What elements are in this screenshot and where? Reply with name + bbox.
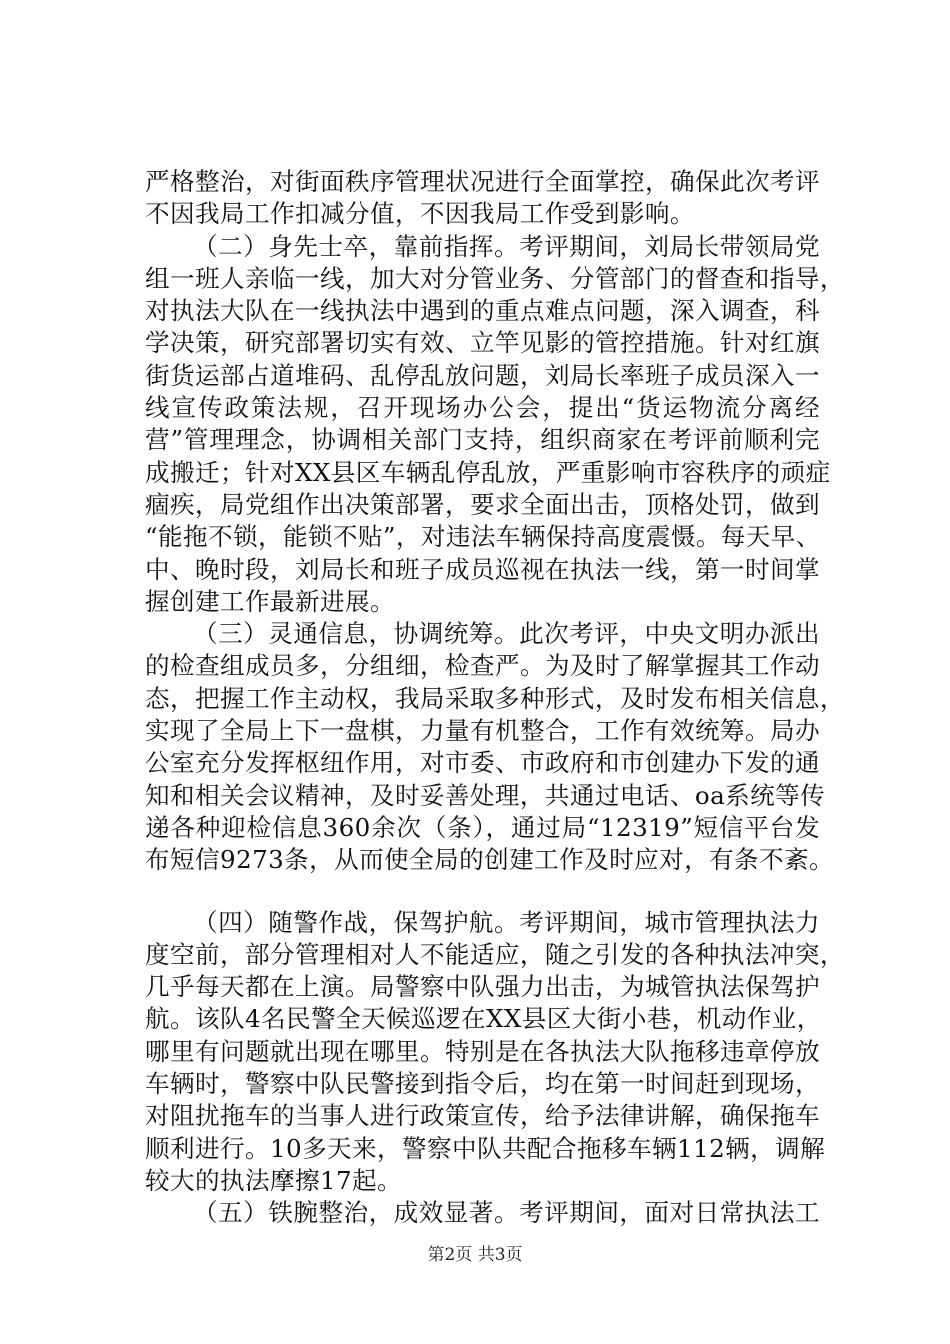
paragraph-line: 态，把握工作主动权，我局采取多种形式，及时发布相关信息，: [145, 683, 845, 713]
paragraph-line: 几乎每天都在上演。局警察中队强力出击，为城管执法保驾护: [145, 972, 820, 1002]
paragraph-line: 哪里有问题就出现在哪里。特别是在各执法大队拖移违章停放: [145, 1036, 820, 1066]
paragraph-line: 的检查组成员多，分组细，检查严。为及时了解掌握其工作动: [145, 651, 820, 681]
paragraph-line: （四）随警作战，保驾护航。考评期间，城市管理执法力: [193, 907, 820, 937]
paragraph-line: 严格整治，对街面秩序管理状况进行全面掌控，确保此次考评: [145, 167, 820, 196]
paragraph-gap: [145, 877, 820, 907]
paragraph-line: 顺利进行。10多天来，警察中队共配合拖移车辆112辆，调解: [145, 1133, 826, 1163]
paragraph-line: 车辆时，警察中队民警接到指令后，均在第一时间赶到现场，: [145, 1069, 820, 1099]
paragraph-line: 航。该队4名民警全天候巡逻在XX县区大街小巷，机动作业，: [145, 1004, 822, 1034]
paragraph-line: 度空前，部分管理相对人不能适应，随之引发的各种执法冲突，: [145, 939, 845, 969]
paragraph-line: 中、晚时段，刘局长和班子成员巡视在执法一线，第一时间掌: [145, 554, 820, 584]
page-number-footer: 第2页 共3页: [427, 1245, 523, 1265]
paragraph-line: 线宣传政策法规，召开现场办公会，提出“货运物流分离经: [145, 393, 820, 423]
paragraph-line: “能拖不锁，能锁不贴”，对违法车辆保持高度震慑。每天早、: [145, 522, 821, 552]
paragraph-line: （二）身先士卒，靠前指挥。考评期间，刘局长带领局党: [193, 231, 820, 261]
paragraph-line: 成搬迁；针对XX县区车辆乱停乱放，严重影响市容秩序的顽症: [145, 457, 831, 487]
paragraph-line: （三）灵通信息，协调统筹。此次考评，中央文明办派出: [193, 619, 820, 649]
paragraph-line: 对阻扰拖车的当事人进行政策宣传，给予法律讲解，确保拖车: [145, 1101, 820, 1131]
paragraph-line: 街货运部占道堆码、乱停乱放问题，刘局长率班子成员深入一: [145, 360, 820, 390]
paragraph-line: 递各种迎检信息360余次（条），通过局“12319”短信平台发: [145, 812, 820, 842]
paragraph-line: 公室充分发挥枢纽作用，对市委、市政府和市创建办下发的通: [145, 748, 820, 778]
paragraph-line: 较大的执法摩擦17起。: [145, 1165, 403, 1195]
paragraph-line: 实现了全局上下一盘棋，力量有机整合，工作有效统筹。局办: [145, 716, 820, 746]
paragraph-line: 握创建工作最新进展。: [145, 586, 395, 616]
paragraph-line: 对执法大队在一线执法中遇到的重点难点问题，深入调查，科: [145, 296, 820, 326]
paragraph-line: 布短信9273条，从而使全局的创建工作及时应对，有条不紊。: [145, 845, 835, 875]
paragraph-line: （五）铁腕整治，成效显著。考评期间，面对日常执法工: [193, 1198, 820, 1228]
paragraph-line: 学决策，研究部署切实有效、立竿见影的管控措施。针对红旗: [145, 328, 820, 358]
document-body: [145, 166, 845, 1230]
paragraph-line: 营”管理理念，协调相关部门支持，组织商家在考评前顺利完: [145, 425, 820, 455]
paragraph-line: 组一班人亲临一线，加大对分管业务、分管部门的督查和指导，: [145, 263, 845, 293]
paragraph-line: 不因我局工作扣减分值，不因我局工作受到影响。: [145, 199, 695, 229]
paragraph-line: 痼疾，局党组作出决策部署，要求全面出击，顶格处罚，做到: [145, 489, 820, 519]
paragraph-line: 知和相关会议精神，及时妥善处理，共通过电话、oa系统等传: [145, 780, 826, 810]
